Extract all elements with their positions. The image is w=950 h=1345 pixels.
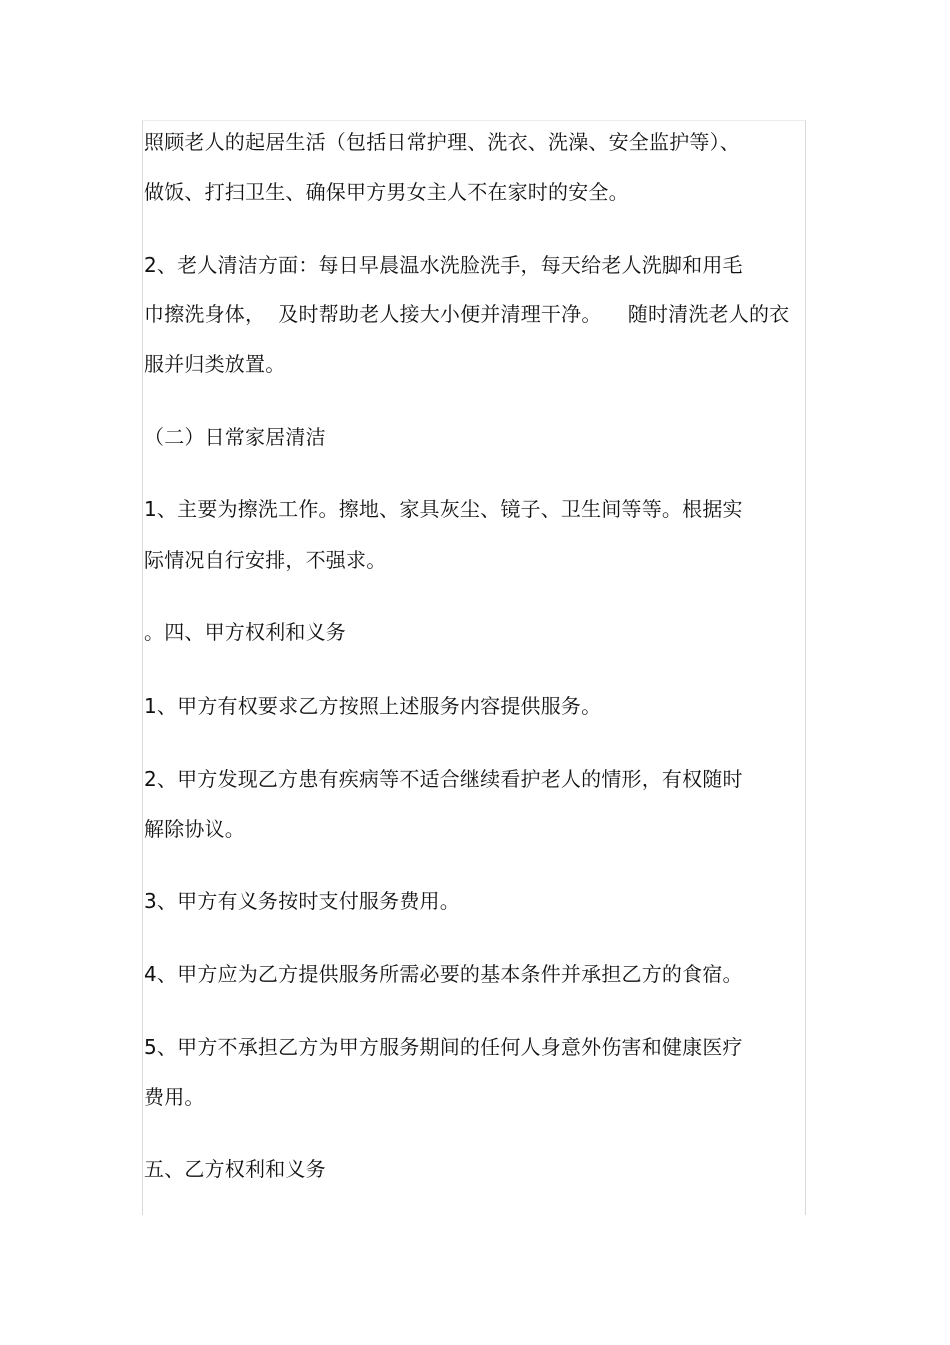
text-line: 2、甲方发现乙方患有疾病等不适合继续看护老人的情形，有权随时 [144, 767, 743, 791]
section-heading: 。四、甲方权利和义务 [144, 620, 346, 644]
section-heading: 五、乙方权利和义务 [144, 1157, 326, 1181]
section-heading: （二）日常家居清洁 [144, 425, 326, 449]
text-line: 巾擦洗身体， 及时帮助老人接大小便并清理干净。 随时清洗老人的衣 [144, 302, 790, 326]
text-line: 1、甲方有权要求乙方按照上述服务内容提供服务。 [144, 694, 602, 718]
text-line: 服并归类放置。 [144, 352, 286, 376]
text-line: 费用。 [144, 1085, 205, 1109]
text-line: 2、老人清洁方面：每日早晨温水洗脸洗手，每天给老人洗脚和用毛 [144, 253, 743, 277]
text-line: 3、甲方有义务按时支付服务费用。 [144, 889, 460, 913]
text-line: 做饭、打扫卫生、确保甲方男女主人不在家时的安全。 [144, 180, 629, 204]
text-line: 照顾老人的起居生活（包括日常护理、洗衣、洗澡、安全监护等）、 [144, 130, 740, 154]
text-line: 际情况自行安排，不强求。 [144, 548, 387, 572]
text-line: 解除协议。 [144, 817, 245, 841]
text-line: 5、甲方不承担乙方为甲方服务期间的任何人身意外伤害和健康医疗 [144, 1035, 743, 1059]
text-line: 1、主要为擦洗工作。擦地、家具灰尘、镜子、卫生间等等。根据实 [144, 497, 743, 521]
text-line: 4、甲方应为乙方提供服务所需必要的基本条件并承担乙方的食宿。 [144, 962, 743, 986]
